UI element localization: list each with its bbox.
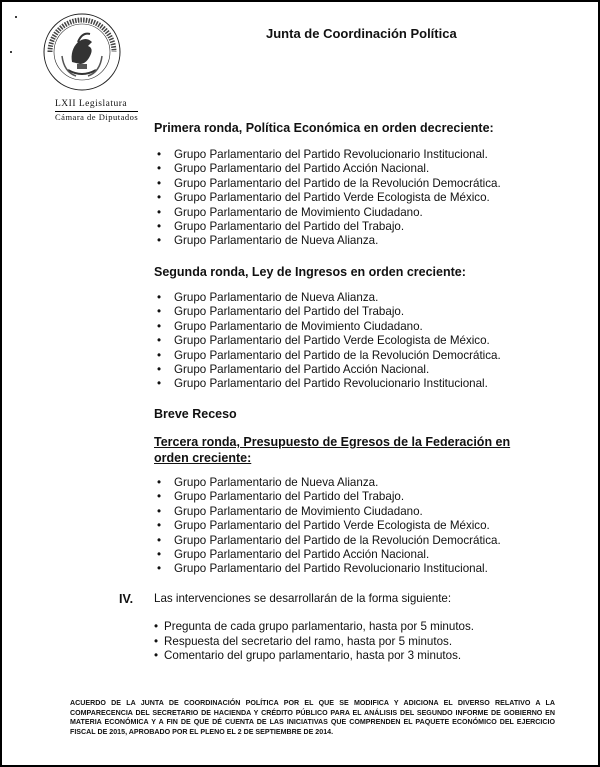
legislature-label: LXII Legislatura — [55, 99, 138, 112]
list-item: • Grupo Parlamentario de Movimiento Ciudadano. — [154, 505, 501, 519]
list-item: • Grupo Parlamentario del Partido Acción Nacional. — [154, 162, 501, 176]
list-item: • Grupo Parlamentario del Partido Acción Nacional. — [154, 363, 501, 377]
recess-label: Breve Receso — [154, 407, 237, 421]
round-3-list — [154, 476, 501, 577]
list-item: • Grupo Parlamentario de Nueva Alianza. — [154, 291, 501, 305]
section-title-round-1: Primera ronda, Política Económica en orden decreciente: — [154, 121, 494, 135]
list-item: • Grupo Parlamentario de Movimiento Ciudadano. — [154, 320, 501, 334]
list-item: • Grupo Parlamentario del Partido de la Revolución Democrática. — [154, 177, 501, 191]
scan-speck — [15, 16, 17, 18]
list-item: • Grupo Parlamentario del Partido Verde Ecologista de México. — [154, 334, 501, 348]
page-title: Junta de Coordinación Política — [266, 26, 457, 41]
chamber-label: Cámara de Diputados — [55, 112, 139, 122]
section-iv-numeral: IV. — [119, 592, 134, 606]
section-title-round-2: Segunda ronda, Ley de Ingresos en orden creciente: — [154, 265, 466, 279]
list-item: • Grupo Parlamentario del Partido Verde Ecologista de México. — [154, 519, 501, 533]
list-item: • Grupo Parlamentario de Nueva Alianza. — [154, 476, 501, 490]
section-title-round-3: Tercera ronda, Presupuesto de Egresos de la Federación en orden creciente: — [154, 435, 511, 465]
list-item: • Grupo Parlamentario del Partido del Trabajo. — [154, 220, 501, 234]
list-item: • Grupo Parlamentario del Partido del Trabajo. — [154, 490, 501, 504]
scan-speck — [10, 51, 12, 53]
round-1-list — [154, 148, 501, 249]
list-item: • Grupo Parlamentario del Partido de la Revolución Democrática. — [154, 534, 501, 548]
list-item: • Grupo Parlamentario del Partido del Trabajo. — [154, 305, 501, 319]
list-item: • Comentario del grupo parlamentario, hasta por 3 minutos. — [154, 649, 474, 664]
list-item: • Grupo Parlamentario del Partido Verde Ecologista de México. — [154, 191, 501, 205]
mexico-coat-of-arms-seal — [42, 12, 122, 92]
list-item: • Grupo Parlamentario del Partido Acción Nacional. — [154, 548, 501, 562]
list-item: • Grupo Parlamentario del Partido Revolucionario Institucional. — [154, 377, 501, 391]
interventions-list — [154, 620, 474, 664]
list-item: • Respuesta del secretario del ramo, hasta por 5 minutos. — [154, 635, 474, 650]
round-2-list — [154, 291, 501, 392]
legislature-block — [55, 99, 138, 123]
list-item: • Grupo Parlamentario del Partido de la Revolución Democrática. — [154, 349, 501, 363]
list-item: • Pregunta de cada grupo parlamentario, hasta por 5 minutos. — [154, 620, 474, 635]
list-item: • Grupo Parlamentario del Partido Revolucionario Institucional. — [154, 148, 501, 162]
document-footer: ACUERDO DE LA JUNTA DE COORDINACIÓN POLÍTICA POR EL QUE SE MODIFICA Y ADICIONA EL DIVERSO RELATIVO A LA COMPARECENCIA DEL SECRETARIO DE HACIENDA Y CRÉDITO PÚBLICO PARA EL ANÁLISIS DEL SEGUNDO INFORME DE GOBIERNO EN MATERIA ECONÓMICA Y A FIN DE QUE DÉ CUENTA DE LAS INICIATIVAS QUE COMPRENDEN EL PAQUETE ECONÓMICO DEL EJERCICIO FISCAL DE 2015, APROBADO POR EL PLENO EL 2 DE SEPTIEMBRE DE 2014. — [70, 699, 555, 736]
list-item: • Grupo Parlamentario de Movimiento Ciudadano. — [154, 206, 501, 220]
section-iv-intro: Las intervenciones se desarrollarán de la forma siguiente: — [154, 592, 452, 605]
list-item: • Grupo Parlamentario del Partido Revolucionario Institucional. — [154, 562, 501, 576]
list-item: • Grupo Parlamentario de Nueva Alianza. — [154, 234, 501, 248]
